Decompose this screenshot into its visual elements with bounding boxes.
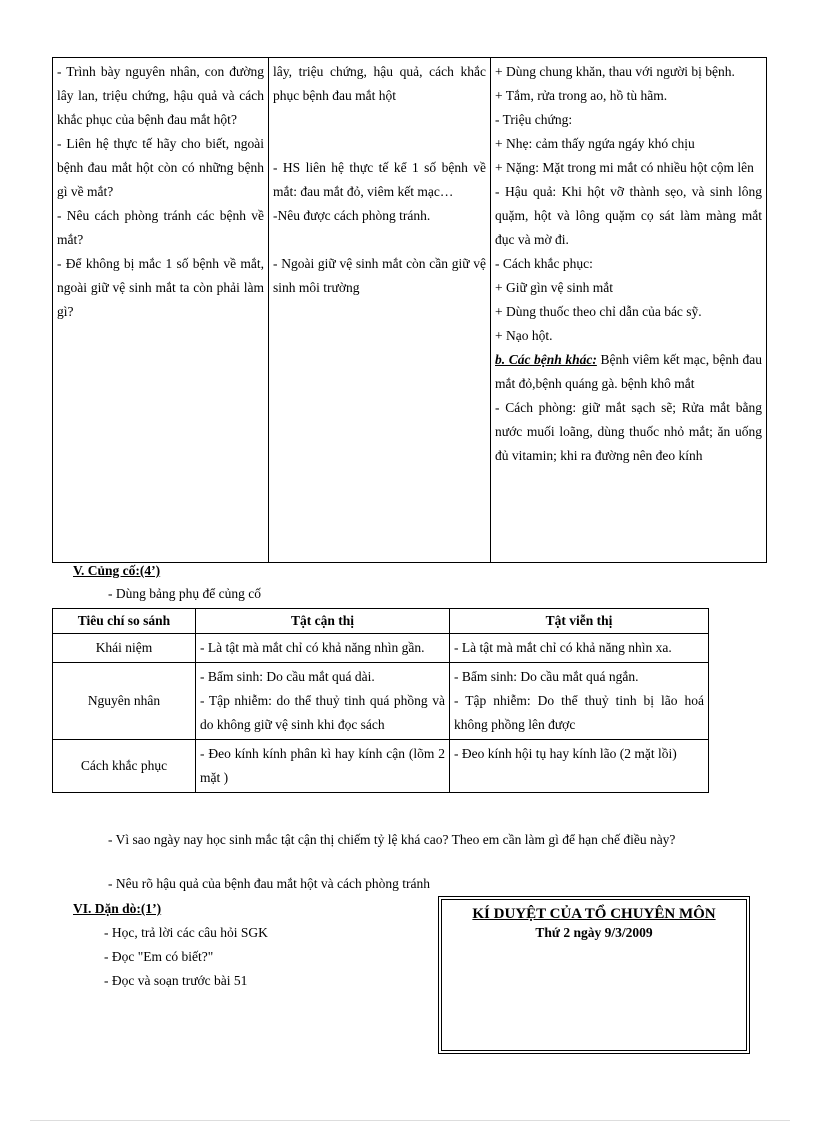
criterion-cell: Nguyên nhân	[53, 663, 196, 740]
hyperopia-text: - Bẩm sinh: Do cầu mắt quá ngắn.	[454, 669, 639, 684]
approval-title: KÍ DUYỆT CỦA TỔ CHUYÊN MÔN	[472, 906, 716, 922]
teacher-question: - Trình bày nguyên nhân, con đường lây lan, triệu chứng, hậu quả và cách khắc phục của bệnh đau mắt hột?	[57, 64, 264, 127]
homework-item: - Đọc và soạn trước bài 51	[104, 973, 248, 988]
content-cell	[491, 58, 767, 563]
hyperopia-text: - Tập nhiễm: Do thể thuỷ tinh bị lão hoá không phồng lên được	[454, 693, 704, 732]
other-diseases	[495, 348, 762, 396]
approval-date: Thứ 2 ngày 9/3/2009	[535, 925, 653, 940]
content-line: + Dùng chung khăn, thau với người bị bệnh.	[495, 64, 735, 79]
content-line: + Nạo hột.	[495, 328, 553, 343]
myopia-text: - Tập nhiễm: do thể thuỷ tinh quá phồng và do không giữ vệ sinh khi đọc sách	[200, 693, 445, 732]
header-criterion: Tiêu chí so sánh	[53, 609, 196, 634]
myopia-text: - Là tật mà mắt chỉ có khả năng nhìn gần.	[200, 640, 425, 655]
myopia-cell	[196, 740, 450, 793]
header-myopia: Tật cận thị	[196, 609, 450, 634]
question-2: - Nêu rõ hậu quả của bệnh đau mắt hột và cách phòng tránh	[108, 876, 431, 891]
other-diseases-text: Bệnh viêm kết mạc, bệnh đau mắt đỏ,bệnh quáng gà. bệnh khô mắt	[495, 352, 762, 391]
activity-table	[52, 57, 767, 563]
approval-box	[438, 896, 750, 1054]
content-line: - Cách khắc phục:	[495, 256, 593, 271]
consolidation-intro: - Dùng bảng phụ để củng cố	[108, 586, 261, 601]
content-line: + Tắm, rửa trong ao, hồ tù hãm.	[495, 88, 668, 103]
student-activity-cell	[269, 58, 491, 563]
homework-heading: VI. Dặn dò:(1’)	[73, 901, 162, 916]
myopia-text: - Bẩm sinh: Do cầu mắt quá dài.	[200, 669, 375, 684]
teacher-question: - Nêu cách phòng tránh các bệnh về mắt?	[57, 208, 264, 247]
hyperopia-text: - Là tật mà mắt chỉ có khả năng nhìn xa.	[454, 640, 672, 655]
hyperopia-cell	[450, 634, 709, 663]
page-edge	[30, 1120, 790, 1121]
teacher-question: - Để không bị mắc 1 số bệnh về mắt, ngoài giữ vệ sinh mắt ta còn phải làm gì?	[57, 256, 264, 319]
homework-item: - Học, trả lời các câu hỏi SGK	[104, 925, 268, 940]
content-line: + Dùng thuốc theo chỉ dẫn của bác sỹ.	[495, 304, 702, 319]
content-line: - Hậu quả: Khi hột vỡ thành sẹo, và sinh lông quặm, hột và lông quặm cọ sát làm màng mắt đục và mờ đi.	[495, 184, 762, 247]
header-hyperopia: Tật viễn thị	[450, 609, 709, 634]
other-diseases-label: b. Các bệnh khác:	[495, 352, 597, 367]
homework-item: - Đọc "Em có biết?"	[104, 949, 214, 964]
student-answer: -Nêu được cách phòng tránh.	[273, 208, 431, 223]
teacher-activity-cell	[53, 58, 269, 563]
content-line: + Giữ gìn vệ sinh mắt	[495, 280, 614, 295]
comparison-table	[52, 608, 709, 793]
hyperopia-cell	[450, 740, 709, 793]
criterion-cell: Khái niệm	[53, 634, 196, 663]
myopia-cell	[196, 663, 450, 740]
hyperopia-cell	[450, 663, 709, 740]
consolidation-heading: V. Củng cố:(4’)	[73, 563, 161, 578]
hyperopia-text: - Đeo kính hội tụ hay kính lão (2 mặt lồi)	[454, 746, 677, 761]
question-1: - Vì sao ngày nay học sinh mắc tật cận thị chiếm tỷ lệ khá cao? Theo em cần làm gì để hạn chế điều này?	[108, 832, 676, 847]
student-answer: - HS liên hệ thực tế kể 1 số bệnh về mắt: đau mắt đỏ, viêm kết mạc…	[273, 160, 486, 199]
student-answer: lây, triệu chứng, hậu quả, cách khắc phục bệnh đau mắt hột	[273, 64, 486, 103]
content-line: + Nhẹ: cảm thấy ngứa ngáy khó chịu	[495, 136, 695, 151]
criterion-cell: Cách khắc phục	[53, 740, 196, 793]
prevention-text: - Cách phòng: giữ mắt sạch sẽ; Rửa mắt bằng nước muối loãng, dùng thuốc nhỏ mắt; ăn uống đủ vitamin; khi ra đường nên đeo kính	[495, 400, 762, 463]
myopia-text: - Đeo kính kính phân kì hay kính cận (lõm 2 mặt )	[200, 746, 445, 785]
teacher-question: - Liên hệ thực tế hãy cho biết, ngoài bệnh đau mắt hột còn có những bệnh gì về mắt?	[57, 136, 264, 199]
content-line: + Nặng: Mặt trong mi mắt có nhiều hột cộm lên	[495, 160, 754, 175]
student-answer: - Ngoài giữ vệ sinh mắt còn cần giữ vệ sinh môi trường	[273, 256, 486, 295]
content-line: - Triệu chứng:	[495, 112, 573, 127]
myopia-cell	[196, 634, 450, 663]
